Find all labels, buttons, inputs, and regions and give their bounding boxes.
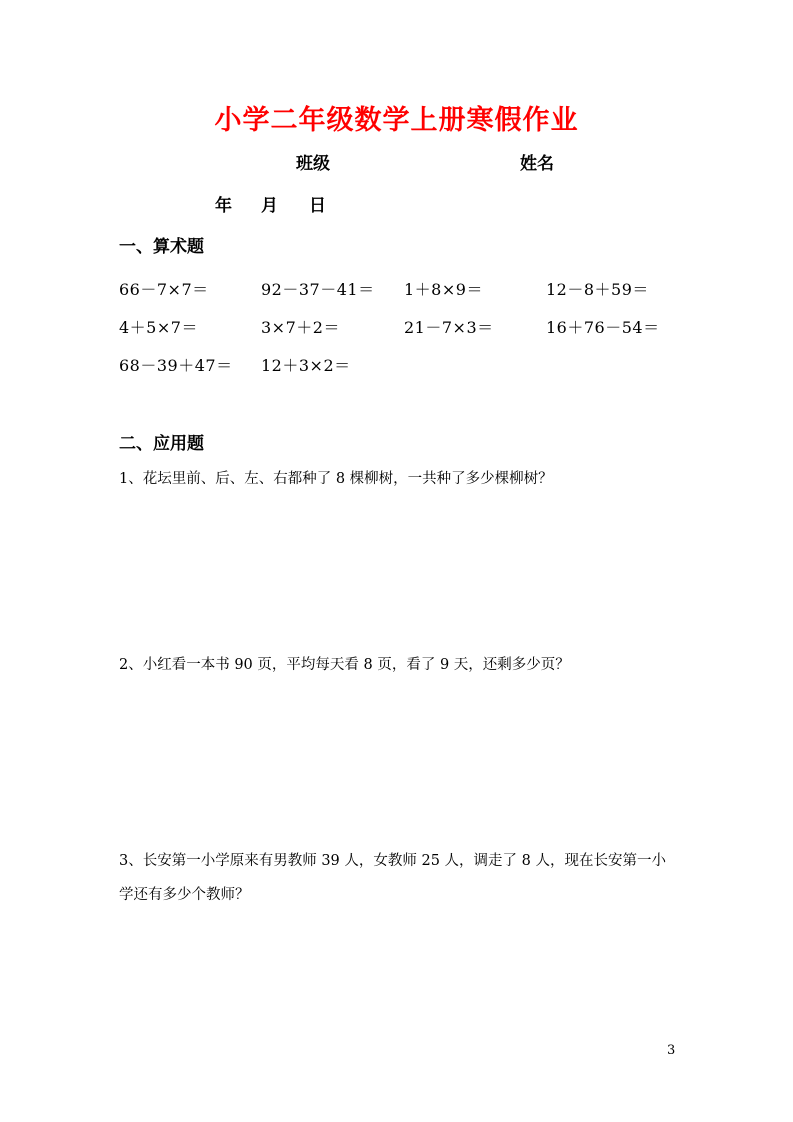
word-problem-3: 3、长安第一小学原来有男教师 39 人，女教师 25 人，调走了 8 人，现在长安第一小学还有多少个教师？ (119, 853, 667, 903)
arithmetic-item: 16＋76－54＝ (546, 318, 660, 337)
arithmetic-item: 68－39＋47＝ (119, 356, 233, 375)
word-problem-1: 1、花坛里前、后、左、右都种了 8 棵柳树，一共种了多少棵柳树？ (119, 471, 553, 487)
class-label: 班级 (296, 154, 330, 174)
arithmetic-item: 12＋3×2＝ (261, 356, 351, 375)
date-month: 月 (261, 196, 278, 216)
word-problem-2: 2、小红看一本书 90 页，平均每天看 8 页，看了 9 天，还剩多少页？ (119, 657, 570, 673)
arithmetic-item: 12－8＋59＝ (546, 280, 649, 299)
arithmetic-item: 92－37－41＝ (261, 280, 375, 299)
arithmetic-item: 21－7×3＝ (404, 318, 494, 337)
page-number: 3 (667, 1043, 676, 1058)
arithmetic-item: 66－7×7＝ (119, 280, 209, 299)
arithmetic-item: 3×7＋2＝ (261, 318, 340, 337)
page-title: 小学二年级数学上册寒假作业 (214, 105, 579, 136)
name-label: 姓名 (520, 154, 554, 174)
date-year: 年 (215, 196, 232, 216)
date-day: 日 (309, 196, 326, 216)
section-word-problems-heading: 二、应用题 (119, 434, 204, 454)
arithmetic-item: 4＋5×7＝ (119, 318, 198, 337)
arithmetic-item: 1＋8×9＝ (404, 280, 483, 299)
section-arithmetic-heading: 一、算术题 (119, 237, 204, 257)
